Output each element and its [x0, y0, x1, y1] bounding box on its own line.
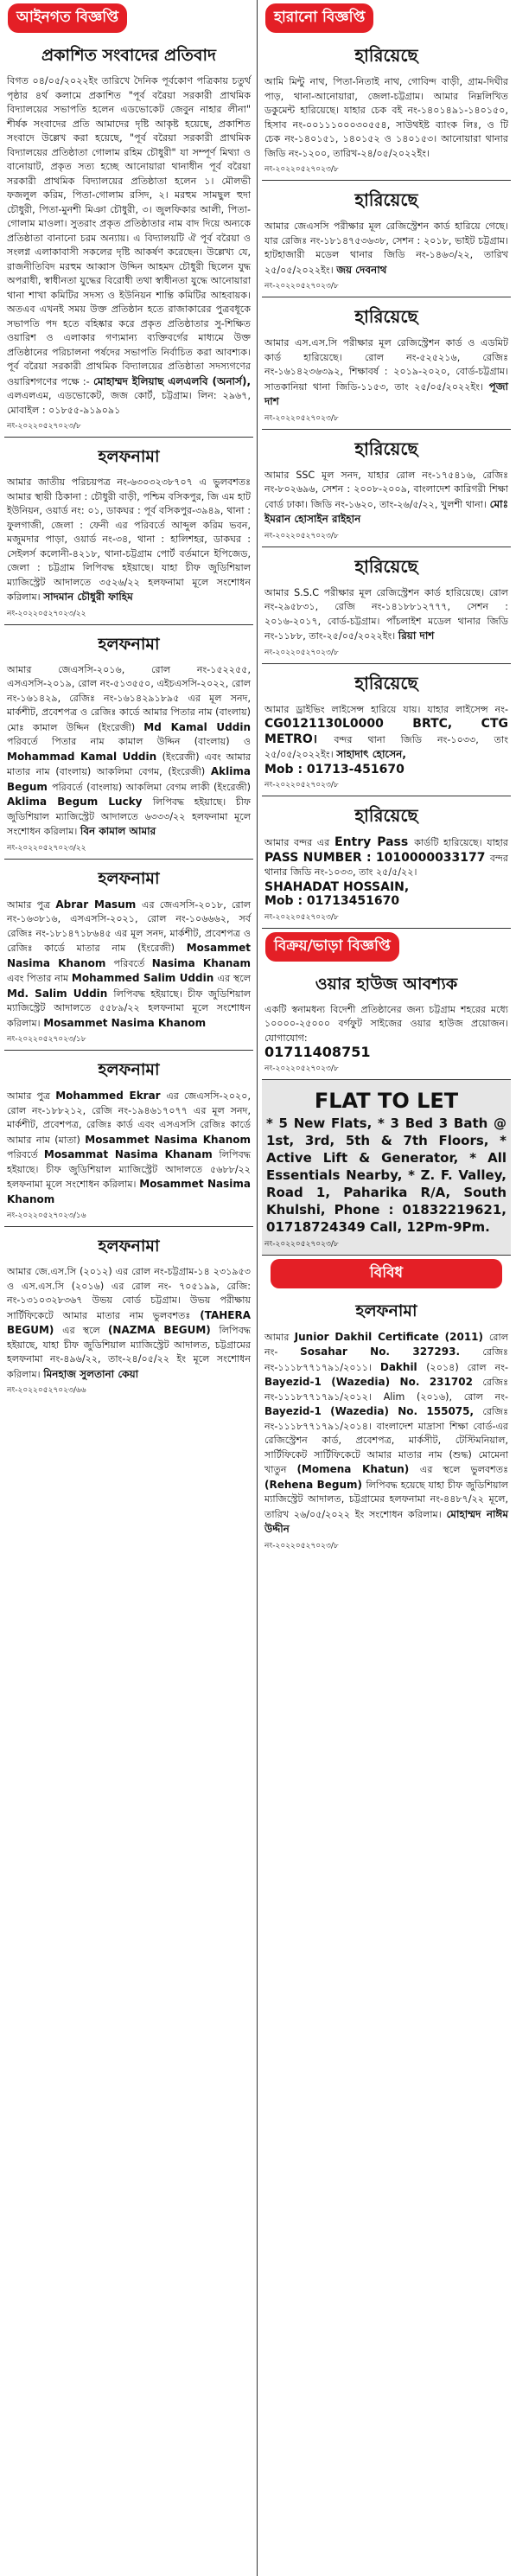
lost-body [264, 703, 508, 777]
affidavit-code: নং-২০২২০৫২৭০২৩/৬৬ [7, 1386, 86, 1395]
affidavit-en-name: Aklima Begum Lucky [7, 796, 153, 808]
affidavit-sign: Mosammet Nasima Khanom [43, 1016, 207, 1029]
protest-body [7, 74, 251, 418]
protest-notice [4, 36, 253, 438]
protest-code: নং-২০২২০৫২৭০২৩/৮ [7, 422, 81, 431]
affidavit-body [7, 898, 251, 1032]
affidavit-sign: সাদমান চৌধুরী ফাহিম [43, 591, 133, 603]
legal-notice-header: আইনগত বিজ্ঞপ্তি [8, 3, 127, 33]
affidavit-en-name: Nasima Khanam [151, 956, 251, 969]
affidavit-sign: মিনহাজ সুলতানা কেয়া [43, 1367, 139, 1380]
lost-code: নং-২০২২০৫২৭০২৩/৮ [264, 912, 339, 922]
affidavit-4 [4, 1051, 253, 1227]
lost-notice-1 [262, 36, 511, 181]
sale-rent-header: বিক্রয়/ভাড়া বিজ্ঞপ্তি [265, 932, 399, 962]
affidavit-text: (২০১৪) রোল নং- [426, 1361, 508, 1373]
affidavit-text: এর স্থলে [217, 973, 251, 984]
affidavit-text: আমার জেএসসি-২০১৬, রোল নং-১৫২২৫৫, এসএসসি-২০১৯, রোল নং-৫১৩৫৫০, এইচএসসি-২০২২, রোল নং-১৬১৪২৯, রেজিঃ নং-১৬১৪২৯১৮৯৫ এর মূল সনদ, মার্কশীট, প্রবেশপত্র ও রেজিঃ কার্ডে আমার পিতার নাম (বাংলায়) মোঃ কামাল উদ্দিন (ইংরেজী) [7, 663, 251, 733]
lost-title: হারিয়েছে [354, 805, 418, 826]
affidavit-text: পরিবর্তে [113, 957, 152, 969]
lost-body [264, 835, 508, 909]
affidavit-en-name: (TAHERA BEGUM) [7, 1308, 251, 1336]
affidavit-text: রেজিঃ নং-১১১৮৭৭১৭৯১/২০১৪। বাংলাদেশ মাদ্রাসা শিক্ষা বোর্ড-এর রেজিস্ট্রেশন কার্ড, প্রবেশপত্র, মার্কসীট, টেস্টিমনিয়াল, সার্টিফিকেট সার্টিফিকেটে আমার মাতার নাম (শুদ্ধ) মোমেনা খাতুন [264, 1406, 508, 1475]
lost-code: নং-২০২২০৫২৭০২৩/৮ [264, 413, 339, 423]
lost-en-text: PASS NUMBER : 1010000033177 [264, 850, 490, 865]
lost-text: আমার এস.এস.সি পরীক্ষার মূল রেজিস্ট্রেশন কার্ড ও এডমিট কার্ড হারিয়েছে। রোল নং-৫২৫২১৬, রেজিঃ নং-১৬১৪২৩৬৩৯২, শিক্ষাবর্ষ : ২০১৯-২০২০, বোর্ড-চট্টগ্রাম। সাতকানিয়া থানা জিডি-১১৫৩, তাং ২৫/০৫/২০২২ইং। [264, 337, 508, 393]
affidavit-en-name: Mosammet Nasima Khanom [7, 942, 251, 969]
affidavit-code: নং-২০২২০৫২৭০২৩/২২ [7, 609, 86, 618]
affidavit-text: লিপিবদ্ধ হয়েছে যাহা চীফ জুডিশিয়াল ম্যাজিস্ট্রেট আদালত, চট্টগ্রামের হলফনামা নং-৪৪৮৭/২২ মূলে, তারিখ ২৬/০৫/২০২২ ইং সংশোধন করিলাম। [264, 1479, 508, 1520]
affidavit-en-name: Md Kamal Uddin [143, 720, 252, 733]
affidavit-en-name: Mohammad Kamal Uddin [7, 750, 162, 763]
affidavit-5 [4, 1227, 253, 1401]
lost-code: নং-২০২২০৫২৭০২৩/৮ [264, 781, 339, 789]
lost-mobile: Mob : 01713-451670 [264, 762, 405, 777]
lost-text: আমার SSC মূল সনদ, যাহার রোল নং-১৭৫৪১৬, রেজিঃ নং-৮০২৬৯৬, সেশন : ২০০৮-২০০৯, বাংলাদেশ কারিগরী শিক্ষা বোর্ড ঢাকা। জিডি নং-১৬২০, তাং-২৬/৫/২২, খুলশী থানা। [264, 469, 508, 510]
protest-title: প্রকাশিত সংবাদের প্রতিবাদ [41, 46, 216, 65]
lost-body: আমি মিন্টু নাথ, পিতা-নিতাই নাথ, গোবিন্দ বাড়ী, গ্রাম-দিঘীর পাড়, থানা-আনোয়ারা, জেলা-চট্টগ্রাম। আমার নিম্নলিখিত ডকুমেন্ট হারিয়েছে। যাহার চেক বই নং-১৪০১৪৯১-১৪০১৫০, হিসাব নং-০০১১১০০০৩০৫৫৪, সাউথইষ্ট ব্যাংক লিঃ, ও টি চেক নং-১৪০১৫১, ১৪০১৫২ ও ১৪০১৫৩। আনোয়ারা থানার জিডি নং-১২০০, তারিখ-২৪/০৫/২০২২ইং। [264, 76, 508, 159]
affidavit-sign: বিন কামাল আমার [80, 825, 156, 837]
lost-notice-6 [262, 664, 511, 797]
affidavit-text: আমার পুত্র [7, 1090, 56, 1102]
flat-code: নং-২০২২০৫২৭০২৩/৮ [264, 1239, 339, 1249]
lost-title: হারিয়েছে [354, 438, 418, 459]
affidavit-en-name: Mosammat Nasima Khanam [43, 1148, 220, 1160]
column-divider [257, 0, 258, 2576]
lost-sign: রিয়া দাশ [398, 630, 435, 642]
lost-notice-2 [262, 181, 511, 297]
lost-code: নং-২০২২০৫২৭০২৩/৮ [264, 282, 339, 291]
flat-body: * 5 New Flats, * 3 Bed 3 Bath @ 1st, 3rd, 5th & 7th Floors, * Active Lift & Generator, * All Essentials Nearby, * Z. F. Valley, Road 1, Paharika R/A, South Khulshi, Phone : 01832219621, 01718724349 Call, 12Pm-9Pm. [266, 1115, 506, 1235]
affidavit-text: রেজিঃ নং-১১১৮৭৭১৭৯১/২০১১। [264, 1346, 508, 1373]
lost-notice-5 [262, 547, 511, 664]
lost-text: আমার জেএসসি পরীক্ষার মূল রেজিস্ট্রেশন কার্ড হারিয়ে গেছে। যার রেজিঃ নং-১৮১৪৭৫৩৬৩৮, সেশন : ২০১৮, ভাইট চট্টগ্রাম। হাটহাজারী মডেল থানার জিডি নং-১৪৬৩/২২, তারিখ ২৫/০৫/২০২২ইং। [264, 221, 508, 276]
lost-title: হারিয়েছে [354, 189, 418, 210]
affidavit-text: এর স্থলে [62, 1325, 108, 1336]
affidavit-code: নং-২০২২০৫২৭০২৩/১৬ [7, 1211, 86, 1220]
affidavit-title: হলফনামা [98, 634, 160, 654]
affidavit-en-text: Sosahar No. 327293. [300, 1346, 483, 1358]
affidavit-text: লিপিবদ্ধ হইয়াছে। চীফ জুডিশিয়াল ম্যাজিস্ট্রেট আদালতে ৬৩৩৩/২২ হলফনামা মূলে সংশোধন করিলাম। [7, 796, 252, 837]
lost-code: নং-২০২২০৫২৭০২৩/৮ [264, 531, 339, 540]
lost-text: বন্দর থানা জিডি নং-১০৩৩, তাং ২৫/০৫/২০২২ইং। [264, 733, 508, 760]
affidavit-sign: Mosammet Nasima Khanom [7, 1178, 251, 1205]
lost-title: হারিয়েছে [354, 306, 418, 327]
affidavit-en-name: Md. Salim Uddin [7, 987, 114, 1000]
affidavit-text: পরিবর্তে (বাংলায়) আকলিমা বেগম লাকী (ইংরেজী) [52, 781, 251, 793]
warehouse-notice [262, 965, 511, 1080]
lost-sign: SHAHADAT HOSSAIN, [264, 879, 410, 894]
warehouse-code: নং-২০২২০৫২৭০২৩/৮ [264, 1064, 339, 1073]
affidavit-1 [4, 438, 253, 625]
lost-notice-header: হারানো বিজ্ঞপ্তি [265, 3, 373, 33]
protest-text: বিগত ০৪/০৫/২০২২ইং তারিখে দৈনিক পূর্বকোণ পত্রিকায় চতুর্থ পৃষ্ঠার ৪র্থ কলামে প্রকাশিত "পূর্ব বরৈয়া সরকারী প্রাথমিক বিদ্যালয়ের সভাপতি হলেন এডভোকেট জেবুন নাহার লীনা" শীর্ষক সংবাদের প্রতি আমাদের দৃষ্টি আকৃষ্ট হয়েছে, প্রকাশিত সংবাদে উল্লেখ করা হয়েছে, "পূর্ব বরৈয়া সরকারী প্রাথমিক বিদ্যালয়ের প্রতিষ্ঠাতা গোলাম রহিম চৌধুরী" যা সম্পূর্ণ মিথ্যা ও বানোয়াট, প্রকৃত সত্য হচ্ছে আনোয়ারা থানাধীন পূর্ব বরৈয়া সরকারী প্রাথমিক বিদ্যালয়ের প্রতিষ্ঠাতা হলেন ১। মৌলভী ফজলুল করিম, পিতা-গোলাম রসিদ, ২। মরহুম সামছুল হুদা চৌধুরী, পিতা-মুনশী মিঞা চৌধুরী, ৩। জুলফিকার আলী, পিতা-গোলাম মাওলা। সুতরাং প্রকৃত প্রতিষ্ঠাতার নাম বাদ দিয়ে অন্যকে প্রতিষ্ঠাতা বানানো চরম অন্যায়। এ বিদ্যালয়টি ঐ পূর্ব বরৈয়া ও সংলগ্ন এলাকাবাসী সকলের দৃষ্টি আকর্ষণ করেছেন। উল্লেখ্য যে, রাজনীতিবিদ মরহুম আব্বাস উদ্দিন আহমদ চৌধুরী ছিলেন যুদ্ধ অপরাধী, স্বাধীনতা যুদ্ধের বিরোধী তথা স্বাধীনতা যুদ্ধে আনোয়ারা থানা শাখা কমিটির সদস্য ও ইউনিয়ন শান্তি কমিটির আহবায়ক। অতএব এখনই সময় উক্ত প্রতিষ্ঠান হতে রাজাকারের পুত্রবধূকে সভাপতি পদ হতে বহিষ্কার করে প্রকৃত প্রতিষ্ঠাতার সু-শিক্ষিত ওয়ারিশ ও এলাকার গণ্যমান্য ব্যক্তিবর্গের মাধ্যমে উক্ত প্রতিষ্ঠানের পরিচালনা পর্ষদের সভাপতি নির্বাচিত করা আবশ্যক। পূর্ব বরৈয়া সরকারী প্রাথমিক বিদ্যালয়ের প্রতিষ্ঠাতা সদস্যগণের ওয়ারিশগণের পক্ষে :- [7, 75, 251, 387]
warehouse-contact-label: যোগাযোগ: [264, 1032, 308, 1044]
affidavit-en-text: (Momena Khatun) [296, 1463, 420, 1475]
affidavit-text: রোল নং- [264, 1331, 508, 1358]
affidavit-en-text: (Rehena Begum) [264, 1478, 366, 1491]
protest-sign-detail: এলএলএম, এডভোকেট, জজ কোর্ট, চট্টগ্রাম। লিন: ২৯৬৭, মোবাইল : ০১৮৫৫-৯১৯০৯১ [7, 390, 251, 416]
misc-affidavit [262, 1292, 511, 1556]
lost-body [264, 586, 508, 644]
affidavit-3 [4, 860, 253, 1051]
affidavit-en-name: Mohammed Salim Uddin [71, 972, 218, 984]
affidavit-text: এবং পিতার নাম [7, 973, 72, 984]
lost-notice-3 [262, 297, 511, 430]
affidavit-en-name: (NAZMA BEGUM) [107, 1324, 220, 1336]
affidavit-title: হলফনামা [98, 1237, 160, 1256]
lost-text: আমার S.S.C পরীক্ষার মূল রেজিস্ট্রেশন কার্ড হারিয়েছে। রোল নং-২৯৫৮৩১, রেজি নং-১৪১৮৮১২৭৭৭, সেশন : ২০১৬-২০১৭, বোর্ড-চট্টগ্রাম। পাঁচলাইশ মডেল থানার জিডি নং-১১৮৮, তাং-২৫/০৫/২০২২ইং। [264, 586, 508, 642]
warehouse-title: ওয়ার হাউজ আবশ্যক [315, 974, 458, 994]
affidavit-text: লিপিবদ্ধ হইয়াছে। চীফ জুডিশিয়াল ম্যাজিস্ট্রেট আদালতে ৫৬৮৮/২২ হলফনামা মূলে সংশোধন করিলাম। [7, 1149, 251, 1190]
flat-to-let-notice [262, 1080, 511, 1256]
lost-notice-4 [262, 430, 511, 547]
affidavit-text: আমার জে.এস.সি (২০১২) এর রোল নং-চট্টগ্রাম-১৪ ২৩১৯৫৩ ও এস.এস.সি (২০১৬) এর রোল নং- ৭০৫১৯৯, রেজি: নং-১৩১০৩২৮৩৬৭ উভয় বোর্ড চট্টগ্রাম। উভয় পরীক্ষায় সার্টিফিকেটে আমার মাতার নাম ভুলবশতঃ [7, 1266, 251, 1321]
affidavit-2 [4, 625, 253, 860]
lost-title: হারিয়েছে [354, 672, 418, 694]
affidavit-title: হলফনামা [355, 1301, 417, 1320]
lost-body [264, 336, 508, 410]
left-column [4, 0, 253, 1401]
warehouse-body [264, 1003, 508, 1060]
lost-body [264, 469, 508, 527]
lost-text: আমার ড্রাইভিং লাইসেন্স হারিয়ে যায়। যাহার লাইসেন্স নং- [264, 703, 508, 715]
affidavit-en-text: Bayezid-1 (Wazedia) No. 231702 [264, 1376, 483, 1388]
affidavit-text: (ইংরেজী) এবং আমার মাতার নাম (বাংলায়) আকলিমা বেগম, (ইংরেজী) [7, 751, 251, 777]
lost-sign: মোঃ ইমরান হোসাইন রাইহান [264, 497, 508, 525]
affidavit-body [7, 1265, 251, 1382]
affidavit-body [7, 663, 251, 840]
affidavit-text: পরিবর্তে পিতার নাম কামাল উদ্দিন (বাংলায়) ও [7, 736, 251, 747]
affidavit-code: নং-২০২২০৫২৭০২৩/৮ [264, 1541, 339, 1550]
affidavit-text: আমার পুত্র [7, 898, 56, 911]
affidavit-en-name: Mohammed Ekrar [55, 1090, 167, 1102]
affidavit-en-name: Abrar Masum [55, 898, 143, 911]
affidavit-text: আমার জাতীয় পরিচয়পত্র নং-৬৩০৩২৩৮৭০৭ এ ভুলবশতঃ আমার স্থায়ী ঠিকানা : চৌধুরী বাড়ী, পশ্চিম বসিকপুর, জি এম হাট ইউনিয়ন, ওয়ার্ড নং: ০১, ডাকঘর : পূর্ব বসিকপুর-৩৯৪৯, থানা : ফুলগাজী, জেলা : ফেনী এর পরিবর্তে আব্দুল করিম ভবন, মজুমদার পাড়া, ওয়ার্ড নং-৩৪, থানা : হালিশহর, ডাকঘর : সেইলর্স কলোনী-৪২১৮, থানা-চট্টগ্রাম পোর্ট বর্তমানে ইপিজেড, জেলা : চট্টগ্রাম লিপিবদ্ধ হইয়াছে। যাহা চীফ জুডিশিয়াল ম্যাজিস্ট্রেট আদালতে ৩৫২৬/২২ হলফনামা মূলে সংশোধন করিলাম। [7, 476, 251, 603]
affidavit-code: নং-২০২২০৫২৭০২৩/১৮ [7, 1035, 86, 1044]
affidavit-text: এর জেএসসি-২০২০, রোল নং-১৮৮২১২, রেজি নং-১৯৪৬১৭০৭৭ এর মূল সনদ, মার্কশীট, প্রবেশপত্র, রেজিঃ কার্ড এবং এসএসসি রেজিঃ কার্ডে আমার নাম (মাতা) [7, 1090, 251, 1146]
affidavit-en-text: Dakhil [379, 1360, 427, 1373]
protest-sign-name: মোহাম্মদ ইলিয়াছ এলএলবি (অনার্স), [92, 374, 251, 387]
affidavit-text: রেজিঃ নং-১১১৮৭৭১৭৯১/২০১২। Alim (২০১৬), রোল নং- [264, 1377, 508, 1403]
lost-code: নং-২০২২০৫২৭০২৩/৮ [264, 165, 339, 174]
affidavit-title: হলফনামা [98, 447, 160, 466]
lost-mobile: Mob : 01713451670 [264, 894, 400, 908]
affidavit-en-name: Mosammet Nasima Khanom [85, 1133, 251, 1146]
lost-sign: জয় দেবনাথ [336, 263, 387, 276]
lost-title: হারিয়েছে [354, 555, 418, 577]
affidavit-body [7, 476, 251, 605]
affidavit-title: হলফনামা [98, 1060, 160, 1079]
lost-sign: পূজা দাশ [264, 380, 508, 407]
affidavit-en-name: Aklima Begum [7, 765, 251, 793]
misc-header: বিবিধ [271, 1259, 502, 1288]
lost-text: কার্ডটি হারিয়েছে। যাহার [414, 837, 509, 848]
affidavit-code: নং-২০২২০৫২৭০২৩/২২ [7, 843, 86, 853]
affidavit-text: লিপিবদ্ধ হইয়াছে। চীফ জুডিশিয়াল ম্যাজিস্ট্রেট আদালতে ৫৫৮৯/২২ হলফনামা মূলে সংশোধন করিলাম। [7, 988, 251, 1029]
lost-sign: সাহাদাৎ হোসেন, [336, 748, 406, 760]
affidavit-text: এর স্থলে ভুলবশতঃ [419, 1464, 508, 1475]
affidavit-text: আমার [264, 1331, 295, 1343]
affidavit-body [7, 1089, 251, 1207]
warehouse-phone: 01711408751 [264, 1044, 371, 1060]
affidavit-en-text: Bayezid-1 (Wazedia) No. 155075, [264, 1405, 483, 1417]
lost-body [264, 220, 508, 278]
affidavit-text: এর জেএসসি-২০১৮, রোল নং-১৬৩৮১৬, এসএসসি-২০২১, রোল নং-১০৬৬৬২, সর্ব রেজিঃ নং-১৮১৪৭১৮৬৪৫ এর মূল সনদ, মার্কশীট, প্রবেশপত্র ও রেজিঃ কার্ডে মাতার নাম (ইংরেজী) [7, 898, 251, 954]
lost-code: নং-২০২২০৫২৭০২৩/৮ [264, 648, 339, 657]
affidavit-en-text: Junior Dakhil Certificate (2011) [294, 1330, 489, 1343]
affidavit-body [264, 1330, 508, 1537]
right-column [262, 0, 511, 1556]
affidavit-text: পরিবর্তে [7, 1149, 44, 1160]
lost-en-text: Entry Pass [334, 835, 415, 849]
affidavit-text: লিপিবদ্ধ হইয়াছে, যাহা চীফ জুডিশিয়াল ম্যাজিস্ট্রেট আদালত, চট্টগ্রামের হলফনামা নং-৪৯৬/২২, তাং-২৪/০৫/২২ ইং মূলে সংশোধন করিলাম। [7, 1325, 252, 1380]
affidavit-sign: মোহাম্মদ নাঈম উদ্দীন [264, 1507, 508, 1535]
warehouse-text: একটি স্বনামধন্য বিদেশী প্রতিষ্ঠানের জন্য চট্টগ্রাম শহরের মধ্যে ১০০০০-২৫০০০ বর্গফুট সাইজের ওয়ার হাউজ প্রয়োজন। [264, 1003, 508, 1029]
lost-notice-7 [262, 796, 511, 929]
affidavit-title: হলফনামা [98, 868, 160, 888]
lost-text: আমার বন্দর এর [264, 837, 334, 848]
lost-text: বন্দর থানার জিডি নং-১০৩৩, তাং ২৫/৫/২২। [264, 852, 508, 878]
lost-en-text: CG0121130L0000 BRTC, CTG METRO। [264, 717, 508, 746]
lost-title: হারিয়েছে [354, 45, 418, 66]
flat-title: FLAT TO LET [314, 1088, 459, 1113]
